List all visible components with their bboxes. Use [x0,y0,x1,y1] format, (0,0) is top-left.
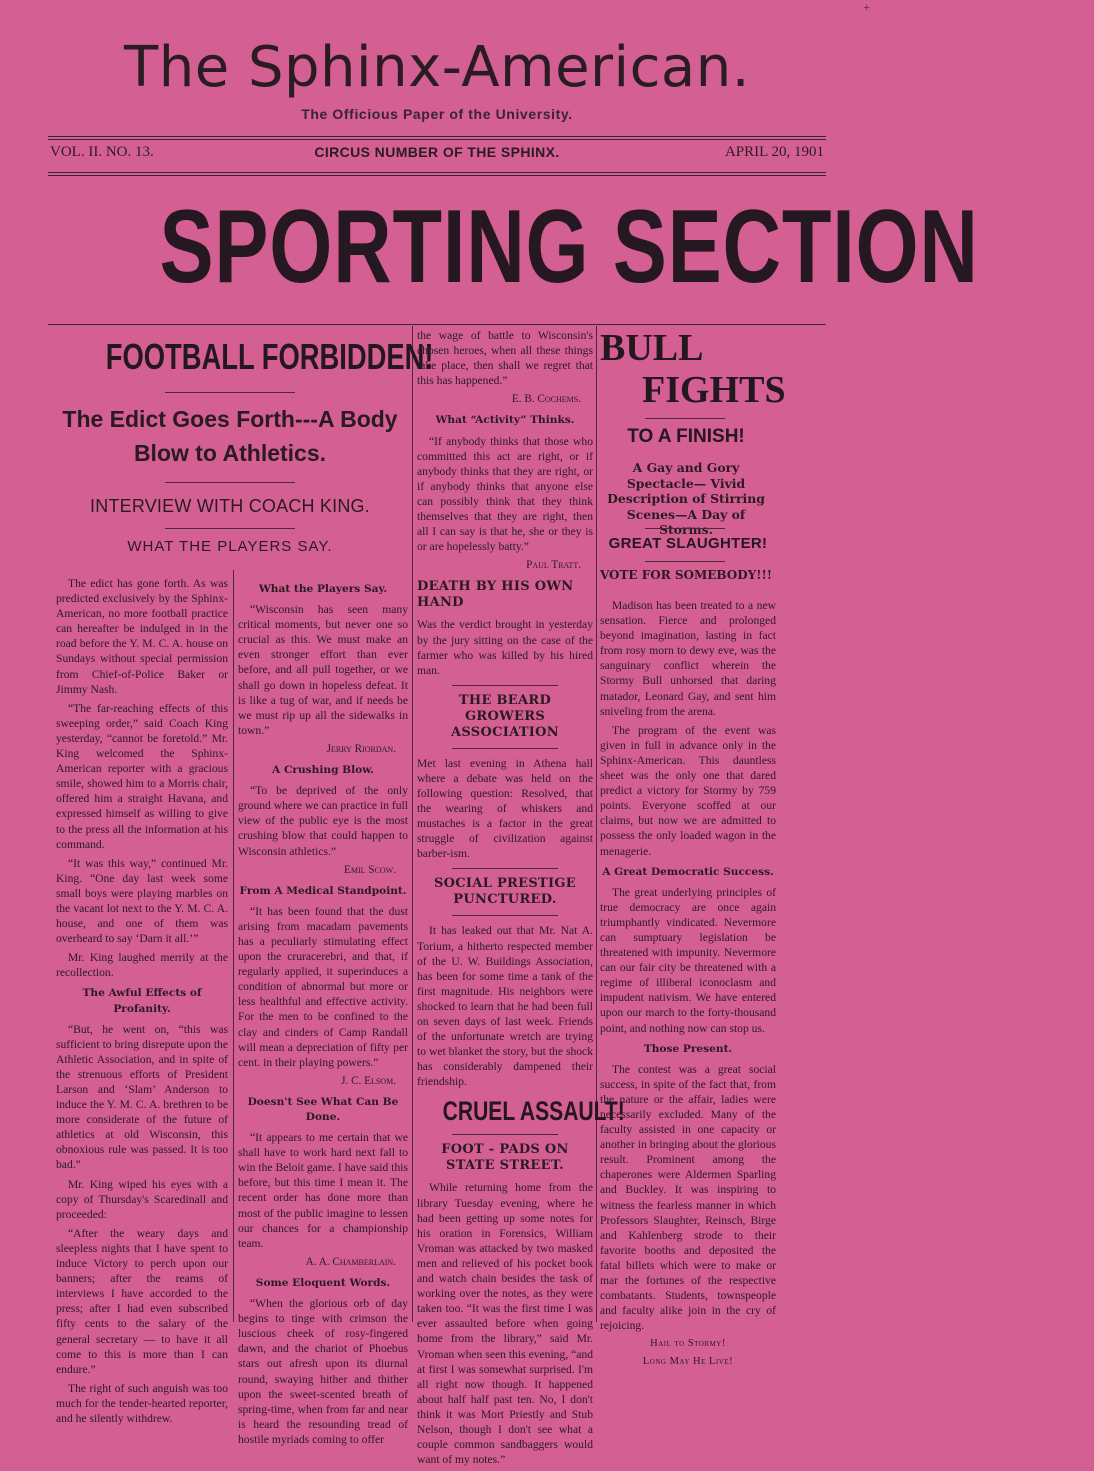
col3-headline: DEATH BY HIS OWN HAND [417,579,574,611]
column-1 [56,576,228,1430]
col2-signature: Emil Scow. [344,863,396,876]
col2-subhead: From A Medical Standpoint. [239,884,407,897]
column-4 [600,598,776,1369]
col3-headline: FOOT - PADS ON STATE STREET. [441,1142,569,1174]
col4-paragraph: Madison has been treated to a new sensation. Fierce and prolonged beyond imagination, lasting in fact from rosy morn to dewy eve, was the sanguinary conflict wherein the Stormy Bull unhorsed that daring matador, Leonard Gay, and sent him sniveling from the arena. [600,599,776,718]
hail-line: Hail to Stormy! [650,1338,726,1350]
fights-word: FIGHTS [642,369,786,411]
rule-under-banner [48,324,826,325]
col3-signature: E. B. Cochems. [511,393,581,406]
col3-separator [452,1134,558,1135]
col1-paragraph: Mr. King laughed merrily at the recollection. [56,951,228,980]
masthead-tagline: The Officious Paper of the University. [301,106,573,122]
hail-line: Long May He Live! [642,1356,734,1368]
col2-paragraph: “It has been found that the dust arising from macadam pavements has a peculiarly stimulating effect upon the cruracerebri, and that, if regularly applied, it superinduces a condition of abnormal but more or less healthful and effective activity. For the men to be confined to the clay and cinders of Camp Randall will mean a depreciation of fifty per cent. in their playing powers.” [238,904,408,1069]
col1-paragraph: Mr. King wiped his eyes with a copy of Thursday's Scaredinall and proceeded: [56,1177,228,1221]
football-rule [165,392,295,393]
corner-mark: + [863,0,870,14]
column-rule-2 [412,326,413,1322]
col2-paragraph: “When the glorious orb of day begins to tinge with crimson the luscious cheek of rosy-fingered dawn, and the chariot of Phoebus stars out afresh upon its diurnal round, swaying hither and thither upon the sweet-scented breath of spring-time, when from far and near is heard the resounding tread of hostile myriads coming to offer [238,1297,408,1446]
section-banner [44,182,979,312]
finish-headline: TO A FINISH! [627,426,745,447]
col1-subhead: The Awful Effects of Profanity. [82,987,202,1015]
col1-paragraph: The edict has gone forth. As was predicted exclusively by the Sphinx-American, no more football practice can hereafter be indulged in in the road before the Y. M. C. A. house on Sundays without special permission from Chief-of-Police Baker or Jimmy Nash. [56,577,228,696]
issue-date: APRIL 20, 1901 [724,144,824,160]
players-headline: WHAT THE PLAYERS SAY. [127,538,333,555]
rule-top-2 [48,139,826,140]
col3-paragraph: Was the verdict brought in yesterday by the jury sitting on the case of the farmer who was killed by his hired man. [417,618,593,677]
col2-signature: J. C. Elsom. [341,1074,396,1087]
col1-paragraph: “After the weary days and sleepless nights that I have spent to induce Victory to perch upon our banners; after the reams of interviews I have accorded to the press; after I had even subscribed fifty cents to the salary of the general secretary — to have it all come to this is more than I can endure.” [56,1226,228,1376]
col3-paragraph: “If anybody thinks that those who committed this act are right, or if anybody thinks that they are right, or if anybody thinks that anyone else can possibly think that they think themselves that they are right, then all I can say is that he, she or they is or are hopelessly batty.” [417,434,593,554]
bullfight-deck: A Gay and Gory Spectacle— Vivid Description of Stirring Scenes—A Day of Storms. [607,460,765,537]
rule-top-1 [48,136,826,137]
col3-signature: Paul Tratt. [526,559,581,572]
col4-subhead: Those Present. [643,1042,733,1055]
col3-paragraph: the wage of battle to Wisconsin's chosen heroes, when all these things take place, then shall we regret that this has happened.” [417,329,593,388]
football-headline [54,334,434,380]
col4-paragraph: The great underlying principles of true democracy are once again triumphantly vindicated. Nevermore can sumptuary legislation be threatened with impunity. Nevermore can our fair city be threatened with a regime of illiberal iconoclasm and impudent nativism. We have entered upon our march to the forty-thousand point, and nothing now can stop us. [600,885,776,1035]
col4-subhead: A Great Democratic Success. [602,865,774,878]
interview-headline: INTERVIEW WITH COACH KING. [90,496,370,516]
rule-mid-2 [48,175,826,176]
col2-subhead: A Crushing Blow. [272,764,374,777]
cruel-assault-headline [417,1095,625,1127]
volume-number: VOL. II. NO. 13. [50,144,154,160]
edict-rule [165,482,295,483]
section-banner-text: SPORTING SECTION [159,189,979,305]
deck-rule [645,528,725,529]
col3-paragraph: It has leaked out that Mr. Nat A. Torium, a hitherto respected member of the U. W. Buildings Association, has been for some time a tank of the first magnitude. His neighbors were shocked to learn that he had been full on seven days of last week. Friends of the unfortunate wretch are trying to wet blanket the story, but the shock has considerably dampened their friendship. [417,924,593,1089]
edict-deck: The Edict Goes Forth---A Body Blow to Athletics. [62,406,398,466]
dateline [48,144,826,166]
column-rule-1 [233,570,234,1322]
col2-paragraph: “It appears to me certain that we shall have to work hard next fall to win the Beloit game. I have said this before, but this time I mean it. The recent order has done more than most of the public imagine to lessen our chances for a championship team. [238,1131,408,1250]
bull-word: BULL [600,327,704,369]
slaughter-headline: GREAT SLAUGHTER! [608,535,768,552]
col3-separator [452,685,558,686]
col2-paragraph: “To be deprived of the only ground where we can practice in full view of the public eye is the most crushing blow that could happen to Wisconsin athletics.” [238,784,408,858]
col2-subhead: Doesn't See What Can Be Done. [247,1095,399,1123]
col3-separator [452,748,558,749]
col3-headline: SOCIAL PRESTIGE PUNCTURED. [433,876,577,908]
column-2 [238,576,408,1451]
col2-subhead: What the Players Say. [258,583,388,595]
col3-paragraph: Met last evening in Athena hall where a debate was held on the following question: Resolved, that the wearing of whiskers and mustaches is a factor in the great struggle of civilization against barber-ism. [417,756,593,861]
col2-subhead: Some Eloquent Words. [255,1276,391,1289]
cruel-assault-text: CRUEL ASSAULT! [442,1096,625,1127]
column-rule-3 [596,326,597,1322]
col2-signature: Jerry Riordan. [326,742,396,755]
col2-paragraph: “Wisconsin has seen many critical moments, but never one so crucial as this. We must make an even stronger effort than ever before, and all pull together, or we shall go down in hopeless defeat. It is like a tug of war, and if needs be we must rip up all the sidewalks in town.” [238,603,408,737]
col1-paragraph: The right of such anguish was too much for the tender-hearted reporter, and he silently withdrew. [56,1381,228,1425]
col3-paragraph: While returning home from the library Tuesday evening, where he had been getting up some notes for his oration in Forensics, William Vroman was attacked by two masked men and relieved of his pocket book and watch chain besides the task of working over the notes, as they were taken too. “It was the first time I was ever assaulted before when going home from the library,” said Mr. Vroman when seen this evening, “and at first I was somewhat surprised. I'm all right now though. It happened about half half past ten. No, I don't think it was Mort Priestly and Stub Nelson, though I don't see what a couple common sandbaggers would want of my notes.” [417,1181,593,1467]
col3-separator [452,915,558,916]
slaughter-rule [645,561,725,562]
col4-paragraph: The contest was a great social success, in spite of the fact that, from the nature or the affair, ladies were necessarily excluded. Many of the faculty assisted in one capacity or another in bringing about the glorious result. Prominent among the chaperones were Aldermen Sparling and Buckley. It was inspiring to witness the fearless manner in which Professors Slaughter, Reinsch, Birge and Kahlenberg strode to their favorite booths and deposited the fatal billets which were to make or mar the fortunes of the respective combatants. Students, townspeople and faculty alike join in the cry of rejoicing. [600,1062,776,1333]
masthead-title: The Sphinx-American. [124,35,750,100]
football-headline-text: FOOTBALL FORBIDDEN! [105,336,434,377]
col2-signature: A. A. Chamberlain. [305,1255,396,1268]
col1-paragraph: “The far-reaching effects of this sweeping order,” said Coach King yesterday, “cannot be foretold.” Mr. King welcomed the Sphinx-American reporter with a gracious smile, showed him to a Morris chair, offered him a straight Havana, and expressed himself as willing to give to the press all the information at his command. [56,701,228,851]
interview-rule [165,528,295,529]
issue-title: CIRCUS NUMBER OF THE SPHINX. [314,144,560,160]
col3-headline: THE BEARD GROWERS ASSOCIATION [451,692,559,740]
column-3 [417,328,625,1471]
col4-paragraph: The program of the event was given in full in advance only in the Sphinx-American. This dauntless sheet was the only one that dared predict a victory for Stormy by 759 points. Everyone scoffed at our claims, but now we are admitted to possess the only loaded wagon in the menagerie. [600,723,776,858]
col3-separator [452,868,558,869]
col1-paragraph: “It was this way,” continued Mr. King. “One day last week some small boys were playing marbles on the vacant lot next to the Y. M. C. A. house, and one of them was overheard to say ‘Darn it all.’” [56,856,228,946]
col1-paragraph: “But, he went on, “this was sufficient to bring disrepute upon the Athletic Association, and in spite of the strenuous efforts of President Larson and ‘Slam’ Anderson to induce the Y. M. C. A. brethren to be more considerate of the future of athletics at old Wisconsin, this obnoxious rule was passed. It is too bad.” [56,1022,228,1172]
col3-subhead: What “Activity” Thinks. [435,414,575,427]
vote-headline: VOTE FOR SOMEBODY!!! [599,568,773,582]
rule-mid-1 [48,172,826,173]
bull-rule [645,418,725,419]
